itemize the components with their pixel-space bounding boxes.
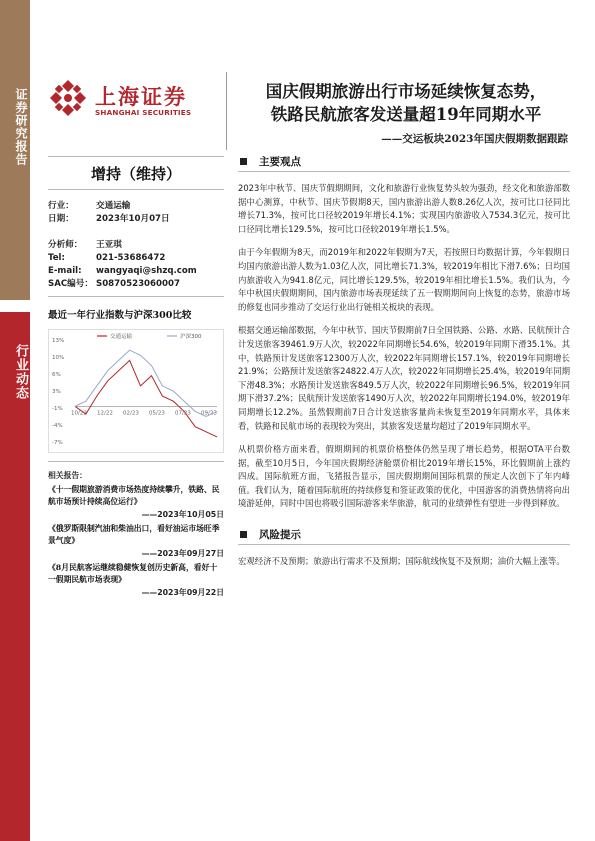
- side-top-band: [0, 0, 30, 300]
- legend-label-2: 沪深300: [180, 334, 202, 340]
- paragraph-1: 2023年中秋节、国庆节假期期间，文化和旅游行业恢复势头较为强劲，经文化和旅游部数据中心测算，中秋节、国庆节假期8天，国内旅游出游人数8.26亿人次，按可比口径同比增长71.3%，按可比口径较2019年增长4.1%；实现国内旅游收入7534.3亿元，按可比口径同比增长129.5%，按可比口径较2019年增长1.5%。: [238, 183, 570, 234]
- x-tick-label: 05/23: [149, 410, 165, 417]
- x-tick-label: 12/22: [97, 410, 113, 417]
- date-label: 日期：: [48, 214, 74, 224]
- related-report-2[interactable]: 《俄罗斯限制汽油和柴油出口，看好油运市场旺季景气度》: [48, 524, 220, 545]
- related-report-3[interactable]: 《8月民航客运继续稳健恢复创历史新高，看好十一假期民航市场表现》: [48, 563, 218, 584]
- industry-value: 交通运输: [96, 201, 131, 211]
- square-bullet-icon: [240, 158, 247, 165]
- title-line-1: 国庆假期旅游出行市场延续恢复态势，: [265, 82, 547, 101]
- tel-value: 021-53686472: [96, 253, 166, 263]
- y-tick-label: 3%: [52, 389, 61, 395]
- risk-paragraph: 宏观经济不及预期；旅游出行需求不及预期；国际航线恢复不及预期；油价大幅上涨等。: [238, 556, 565, 567]
- risk-title: 风险提示: [259, 529, 301, 542]
- chart-svg: [49, 330, 225, 454]
- side-red-band: [0, 312, 30, 841]
- report-info: [48, 200, 224, 297]
- date-value: 2023年10月07日: [96, 214, 170, 224]
- related-report-2-date: ——2023年09月27日: [141, 549, 224, 558]
- analyst-name: 王亚琪: [96, 240, 122, 250]
- paragraph-3: 根据交通运输部数据，今年中秋节、国庆节假期前7日全国铁路、公路、水路、民航预计合计发送旅客39461.9万人次，较2022年同期增长54.6%，较2019年同期下滑35.1%。其中，铁路预计发送旅客12300万人次，较2022年同期增长157.1%，较2019年同期增长21.9%；公路预计发送旅客24822.4万人次，较2022年同期增长25.4%，较2019年同期下滑48.3%；水路预计发送旅客849.5万人次，较2022年同期增长96.5%，较2019年同期下滑37.2%；民航预计发送旅客1490万人次，较2022年同期增长194.0%，较2019年同期增长12.2%。虽然假期前7日合计发送旅客量尚未恢复至2019年同期水平，具体来看，铁路和民航市场的表现较为突出，其旅客发送量均超过了2019年同期水平。: [238, 325, 570, 431]
- y-tick-label: -7%: [52, 440, 63, 446]
- chart-divider: [48, 461, 224, 462]
- y-tick-label: -1%: [52, 406, 63, 412]
- y-tick-label: 10%: [52, 355, 65, 361]
- risk-heading: [238, 525, 570, 545]
- key-points-heading: [238, 152, 570, 172]
- email-label: E-mail:: [48, 266, 82, 276]
- index-comparison-chart: [48, 329, 224, 453]
- y-tick-label: 13%: [52, 338, 65, 344]
- main-content: [238, 152, 570, 569]
- logo-name-en: SHANGHAI SECURITIES: [95, 108, 192, 117]
- report-subtitle: ——交运板块2023年国庆假期数据跟踪: [381, 133, 568, 145]
- paragraph-4: 从机票价格方面来看，假期期间的机票价格整体仍然呈现了增长趋势，根据OTA平台数据，截至10月5日，今年国庆假期经济舱票价相比2019年增长15%，环比假期前上涨约四成。国际航班方面，飞猪报告显示，国庆假期期间国际机票的预定人次创下了年内峰值。我们认为，随着国际航班的持续修复和签证政策的优化，中国游客的消费热情将向出境游延伸，同时中国也将吸引国际游客来华旅游，航司的业绩弹性有望进一步得到释放。: [238, 444, 570, 509]
- analyst-label: 分析师：: [48, 240, 83, 250]
- related-report-3-date: ——2023年09月22日: [141, 588, 224, 597]
- series-line-1: [75, 360, 217, 437]
- x-tick-label: 10/22: [71, 410, 87, 417]
- sac-label: SAC编号：: [48, 279, 93, 289]
- y-tick-label: -4%: [52, 423, 63, 429]
- report-category-label: 行业动态: [13, 344, 28, 400]
- y-tick-label: 6%: [52, 372, 61, 378]
- sac-value: S0870523060007: [96, 279, 180, 289]
- company-logo: [48, 72, 218, 128]
- left-column: [48, 152, 224, 598]
- x-tick-label: 09/23: [201, 410, 217, 417]
- logo-name-cn: 上海证券: [95, 85, 187, 109]
- report-type-label: 证券研究报告: [14, 88, 28, 166]
- chart-title: 最近一年行业指数与沪深300比较: [48, 310, 192, 321]
- x-tick-label: 07/23: [175, 410, 191, 417]
- related-report-1[interactable]: 《十一假期旅游消费市场热度持续攀升，铁路、民航市场预计持续高位运行》: [48, 485, 220, 506]
- industry-label: 行业：: [48, 201, 74, 211]
- legend-label-1: 交通运输: [110, 334, 133, 340]
- related-report-1-date: ——2023年10月05日: [141, 510, 224, 519]
- paragraph-2: 由于今年假期为8天，而2019年和2022年假期为7天，若按照日均数据计算，今年假期日均国内旅游出游人数为1.03亿人次，同比增长71.3%，较2019年相比下滑7.6%；日均国内旅游收入为941.8亿元，同比增长129.5%，较2019年相比增长1.5%。我们认为，今年中秋国庆假期期间，国内旅游市场表现延续了五一假期期间向上恢复的态势，旅游市场的修复也同步推动了交运行业出行链相关板块的表现。: [238, 247, 570, 312]
- email-value: wangyaqi@shzq.com: [96, 266, 197, 276]
- square-bullet-icon: [240, 531, 247, 538]
- logo-emblem-icon: [48, 78, 88, 118]
- related-reports-title: 相关报告：: [48, 471, 87, 480]
- report-title: [236, 80, 576, 126]
- title-line-2: 铁路民航旅客发送量超19年同期水平: [270, 105, 542, 124]
- x-tick-label: 02/23: [123, 410, 139, 417]
- tel-label: Tel:: [48, 253, 65, 263]
- key-points-title: 主要观点: [259, 156, 301, 168]
- rating-badge: 增持（维持）: [48, 156, 224, 190]
- header-divider: [226, 72, 227, 150]
